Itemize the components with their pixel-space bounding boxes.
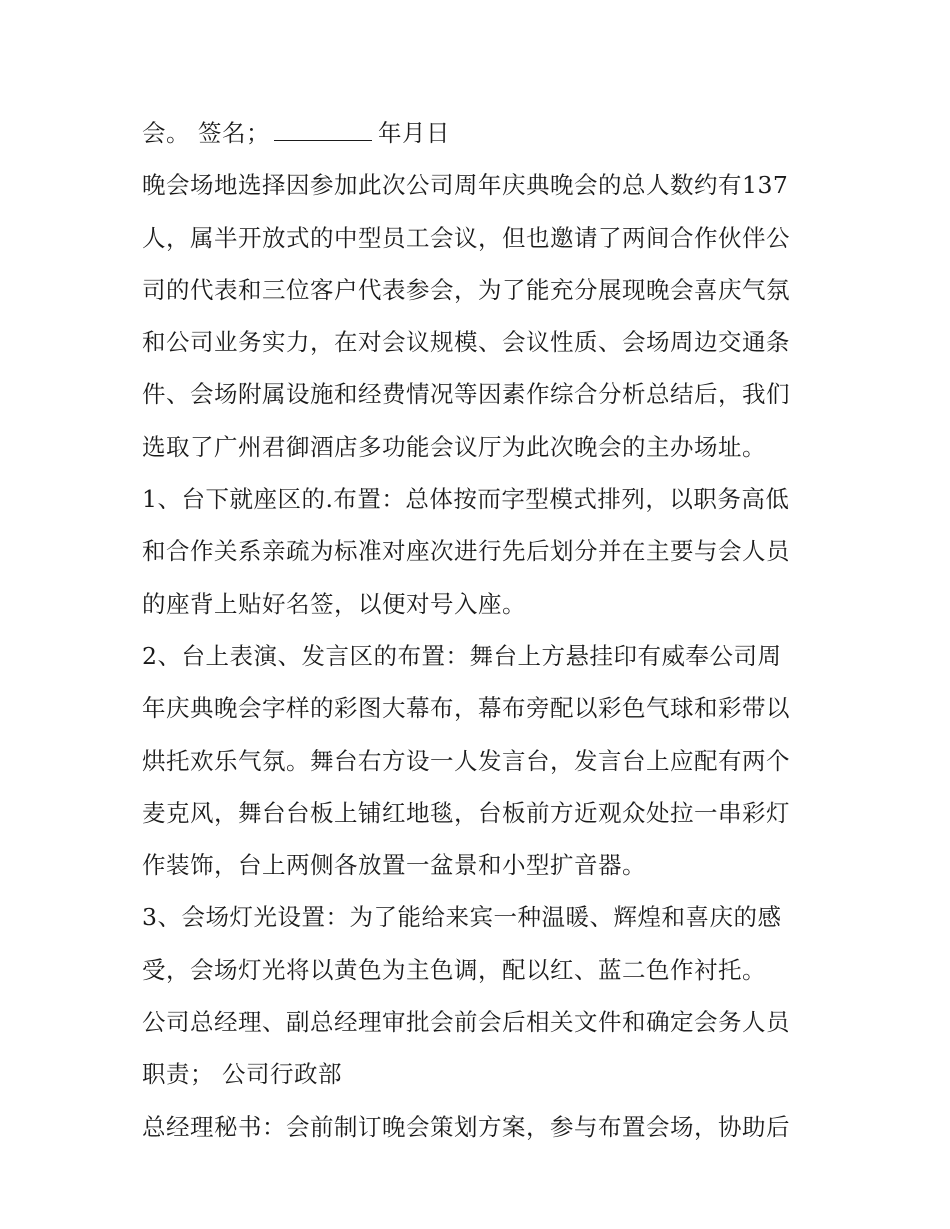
- signature-line: [142, 107, 822, 159]
- signature-prefix: 会。 签名；: [142, 119, 270, 147]
- text-line: 选取了广州君御酒店多功能会议厅为此次晚会的主办场址。: [142, 432, 766, 461]
- text-line: 司的代表和三位客户代表参会，为了能充分展现晚会喜庆气氛: [142, 275, 790, 304]
- signature-blank: [274, 122, 372, 141]
- text-line: 3、会场灯光设置：为了能给来宾一种温暖、辉煌和喜庆的感: [142, 903, 782, 932]
- text-line: 职责； 公司行政部: [142, 1060, 342, 1089]
- text-line: 人，属半开放式的中型员工会议，但也邀请了两间合作伙伴公: [142, 223, 790, 252]
- text-line: 和公司业务实力，在对会议规模、会议性质、会场周边交通条: [142, 328, 790, 357]
- text-line: 1、台下就座区的.布置：总体按而字型模式排列，以职务高低: [142, 485, 790, 514]
- text-line: 2、台上表演、发言区的布置：舞台上方悬挂印有威奉公司周: [142, 641, 782, 670]
- text-line: 总经理秘书：会前制订晚会策划方案，参与布置会场，协助后: [142, 1112, 790, 1141]
- text-line: 件、会场附属设施和经费情况等因素作综合分析总结后，我们: [142, 380, 790, 409]
- text-line: 作装饰，台上两侧各放置一盆景和小型扩音器。: [142, 851, 646, 880]
- text-line: 烘托欢乐气氛。舞台右方设一人发言台，发言台上应配有两个: [142, 746, 790, 775]
- text-line: 的座背上贴好名签，以便对号入座。: [142, 589, 526, 618]
- text-line: 晚会场地选择因参加此次公司周年庆典晚会的总人数约有137: [142, 171, 789, 200]
- text-line: 公司总经理、副总经理审批会前会后相关文件和确定会务人员: [142, 1008, 790, 1037]
- document-body: [142, 107, 822, 1153]
- text-line: 年庆典晚会字样的彩图大幕布，幕布旁配以彩色气球和彩带以: [142, 694, 790, 723]
- text-line: 麦克风，舞台台板上铺红地毯，台板前方近观众处拉一串彩灯: [142, 798, 790, 827]
- text-line: 和合作关系亲疏为标准对座次进行先后划分并在主要与会人员: [142, 537, 790, 566]
- text-line: 受，会场灯光将以黄色为主色调，配以红、蓝二色作衬托。: [142, 955, 766, 984]
- signature-date-label: 年月日: [377, 119, 450, 147]
